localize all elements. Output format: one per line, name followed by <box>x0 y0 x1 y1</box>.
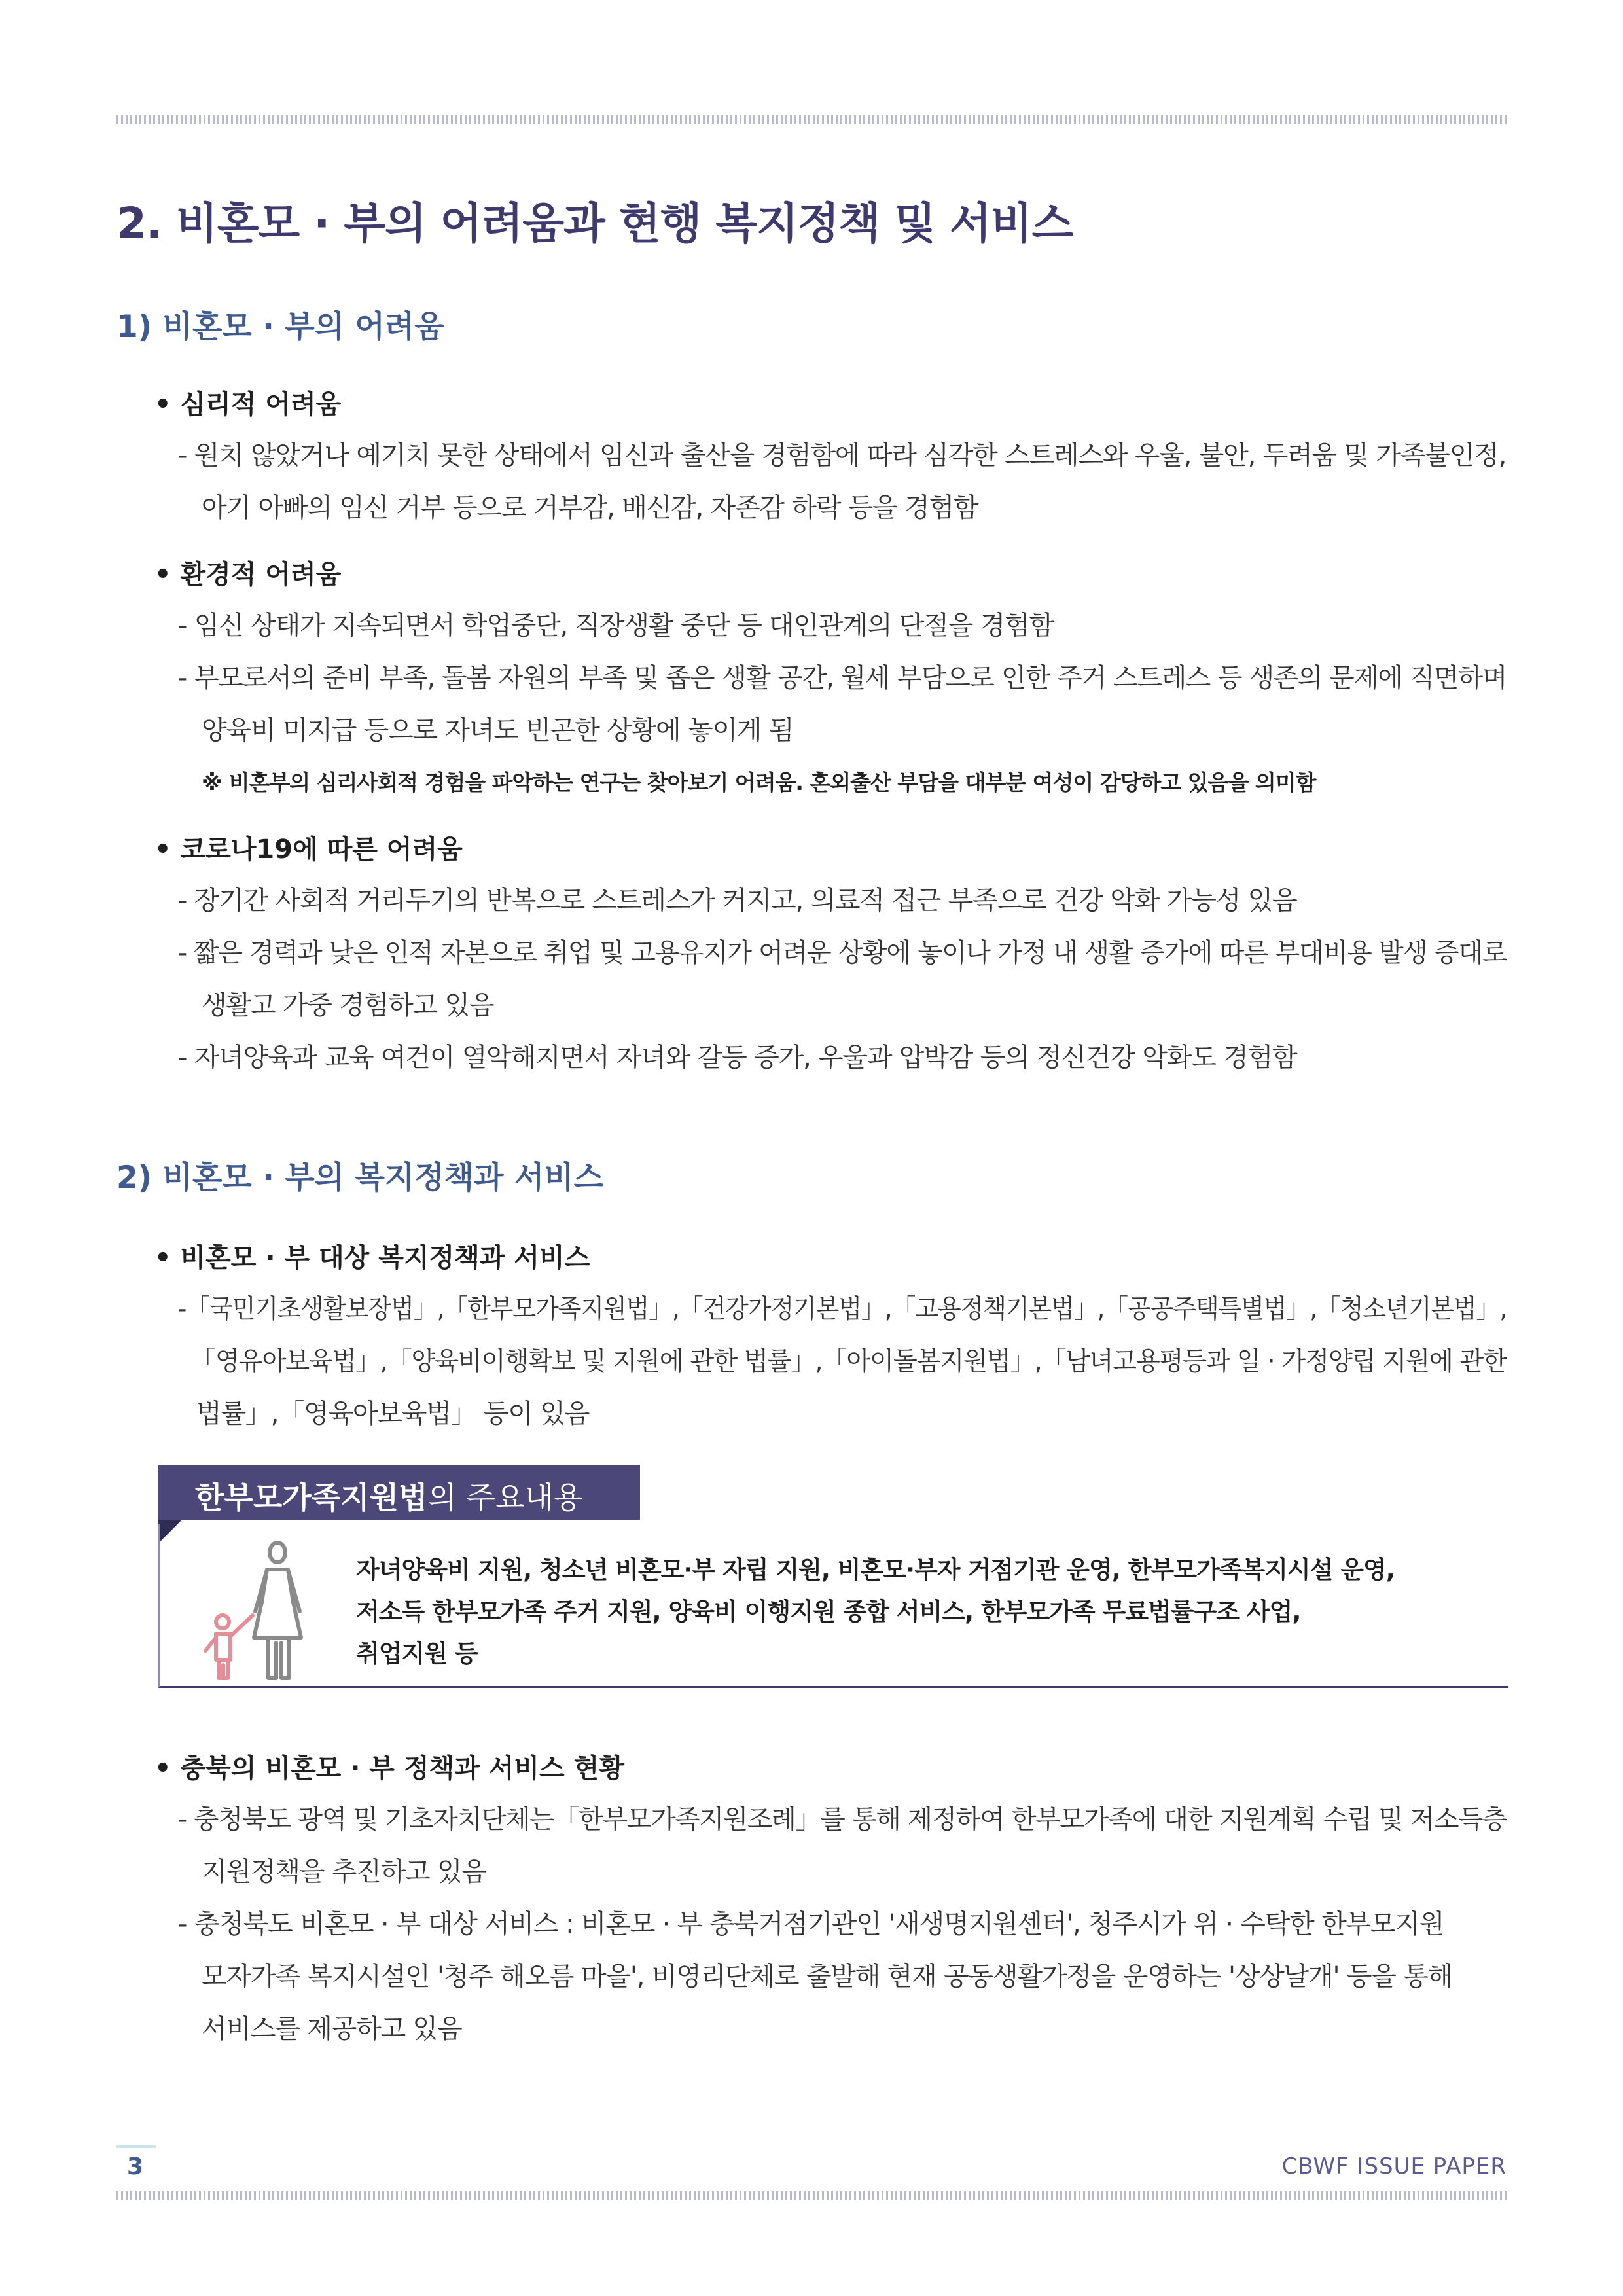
bullet-psychological: • 심리적 어려움 <box>154 384 341 421</box>
box-title: 한부모가족지원법의 주요내용 <box>195 1480 583 1515</box>
subsection-2-title: 2) 비혼모 · 부의 복지정책과 서비스 <box>116 1160 604 1196</box>
section-title: 2. 비혼모 · 부의 어려움과 현행 복지정책 및 서비스 <box>116 198 1073 249</box>
box-text-line: 취업지원 등 <box>356 1640 478 1668</box>
note: ※ 비혼부의 심리사회적 경험을 파악하는 연구는 찾아보기 어려움. 혼외출산 부담을 대부분 여성이 감당하고 있음을 의미함 <box>202 770 1316 795</box>
box-text-line: 저소득 한부모가족 주거 지원, 양육비 이행지원 종합 서비스, 한부모가족 무료법률구조 사업, <box>356 1598 1301 1626</box>
text-line: - 충청북도 광역 및 기초자치단체는「한부모가족지원조례」를 통해 제정하여 한부모가족에 대한 지원계획 수립 및 저소득층 <box>178 1804 1507 1835</box>
text-line: - 장기간 사회적 거리두기의 반복으로 스트레스가 커지고, 의료적 접근 부족으로 건강 악화 가능성 있음 <box>178 886 1297 916</box>
text-line: -「국민기초생활보장법」,「한부모가족지원법」,「건강가정기본법」,「고용정책기본법」,「공공주택특별법」,「청소년기본법」, <box>178 1294 1507 1324</box>
bullet-environmental: • 환경적 어려움 <box>154 554 341 591</box>
top-dotted-rule <box>116 115 1507 124</box>
parent-child-icon <box>195 1538 326 1682</box>
text-line: - 자녀양육과 교육 여건이 열악해지면서 자녀와 갈등 증가, 우울과 압박감 등의 정신건강 악화도 경험함 <box>178 1043 1297 1073</box>
footer-brand: CBWF ISSUE PAPER <box>1281 2153 1507 2179</box>
text-line: - 임신 상태가 지속되면서 학업중단, 직장생활 중단 등 대인관계의 단절을 경험함 <box>178 611 1054 641</box>
bottom-dotted-rule <box>116 2191 1507 2200</box>
box-text-line: 자녀양육비 지원, 청소년 비혼모·부 자립 지원, 비혼모·부자 거점기관 운영, 한부모가족복지시설 운영, <box>356 1556 1395 1584</box>
bullet-welfare-policy: • 비혼모 · 부 대상 복지정책과 서비스 <box>154 1237 590 1274</box>
text-line: 법률」,「영육아보육법」 등이 있음 <box>196 1399 590 1429</box>
subsection-1-title: 1) 비혼모 · 부의 어려움 <box>116 309 444 345</box>
text-line: 생활고 가중 경험하고 있음 <box>202 990 494 1020</box>
text-line: - 충청북도 비혼모 · 부 대상 서비스 : 비혼모 · 부 충북거점기관인 '새생명지원센터', 청주시가 위 · 수탁한 한부모지원 <box>178 1909 1444 1939</box>
text-line: 「영유아보육법」,「양육비이행확보 및 지원에 관한 법률」,「아이돌봄지원법」,「남녀고용평등과 일 · 가정양립 지원에 관한 <box>191 1346 1507 1376</box>
text-line: 지원정책을 추진하고 있음 <box>202 1857 486 1887</box>
text-line: 아기 아빠의 임신 거부 등으로 거부감, 배신감, 자존감 하락 등을 경험함 <box>202 493 978 523</box>
page-number: 3 <box>127 2153 144 2180</box>
text-line: 서비스를 제공하고 있음 <box>202 2014 462 2044</box>
text-line: 양육비 미지급 등으로 자녀도 빈곤한 상황에 놓이게 됨 <box>202 715 794 745</box>
text-line: 모자가족 복지시설인 '청주 해오름 마을', 비영리단체로 출발해 현재 공동생활가정을 운영하는 '상상날개' 등을 통해 <box>202 1962 1453 1992</box>
bullet-covid: • 코로나19에 따른 어려움 <box>154 829 463 866</box>
text-line: - 원치 않았거나 예기치 못한 상태에서 임신과 출산을 경험함에 따라 심각한 스트레스와 우울, 불안, 두려움 및 가족불인정, <box>178 440 1507 471</box>
bullet-chungbuk-status: • 충북의 비혼모 · 부 정책과 서비스 현황 <box>154 1748 624 1785</box>
text-line: - 짧은 경력과 낮은 인적 자본으로 취업 및 고용유지가 어려운 상황에 놓이나 가정 내 생활 증가에 따른 부대비용 발생 증대로 <box>178 938 1507 968</box>
text-line: - 부모로서의 준비 부족, 돌봄 자원의 부족 및 좁은 생활 공간, 월세 부담으로 인한 주거 스트레스 등 생존의 문제에 직면하며 <box>178 663 1507 693</box>
page-number-accent <box>116 2145 156 2148</box>
